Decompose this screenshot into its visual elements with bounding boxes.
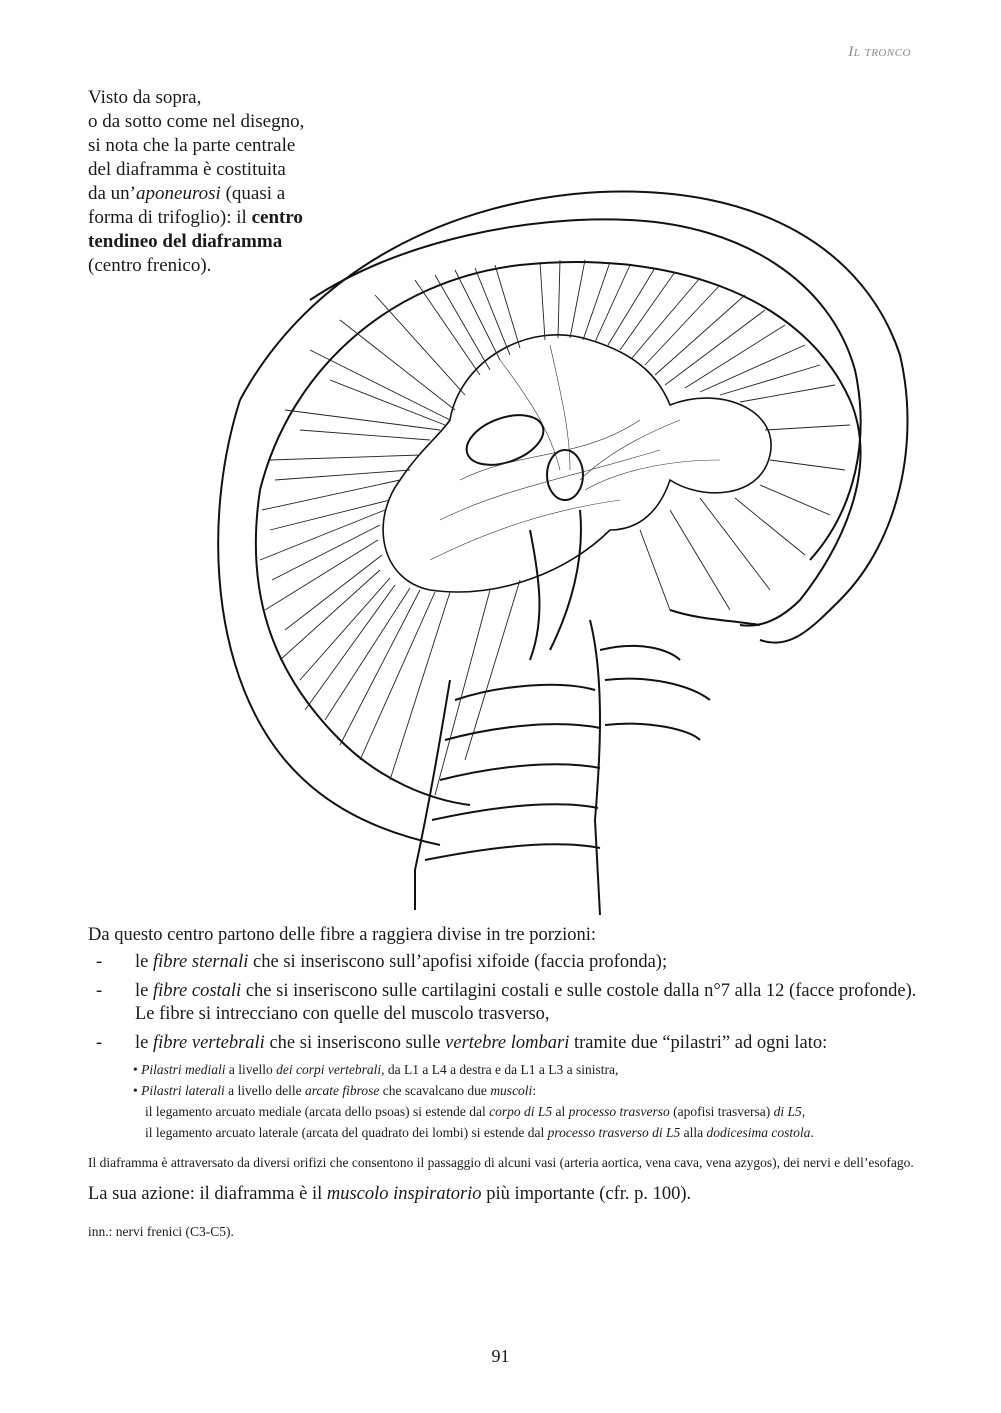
running-header: Il tronco: [848, 44, 911, 60]
intro-line: si nota che la parte centrale: [88, 135, 296, 156]
diaphragm-drawing: [200, 180, 920, 920]
sub-bullet: • Pilastri laterali a livello delle arcate fibrose che scavalcano due muscoli:: [133, 1083, 537, 1098]
intro-line: del diaframma è costituita: [88, 159, 286, 180]
diaphragm-illustration: [200, 180, 920, 920]
fiber-list: [88, 951, 918, 1055]
ligament-line: il legamento arcuato mediale (arcata dello psoas) si estende dal corpo di L5 al processo trasverso (apofisi trasversa) di L5,: [145, 1104, 806, 1119]
ligament-line: il legamento arcuato laterale (arcata del quadrato dei lombi) si estende dal processo trasverso di L5 alla dodicesima costola.: [145, 1125, 814, 1140]
intro-line: da un’aponeurosi (quasi a: [88, 183, 286, 204]
list-item: - le fibre sternali che si inseriscono sull’apofisi xifoide (faccia profonda);: [88, 951, 918, 974]
intro-line: Visto da sopra,: [88, 87, 202, 108]
innervation-note: inn.: nervi frenici (C3-C5).: [88, 1224, 234, 1239]
intro-line: tendineo del diaframma: [88, 231, 283, 252]
orifices-paragraph: Il diaframma è attraversato da diversi orifizi che consentono il passaggio di alcuni vasi (arteria aortica, vena cava, vena azygos), dei nervi e dell’esofago.: [88, 1155, 914, 1170]
lead-sentence: Da questo centro partono delle fibre a raggiera divise in tre porzioni:: [88, 925, 597, 945]
intro-line: o da sotto come nel disegno,: [88, 111, 305, 132]
sub-bullet: • Pilastri mediali a livello dei corpi vertebrali, da L1 a L4 a destra e da L1 a L3 a sinistra,: [133, 1062, 619, 1077]
list-item: - le fibre vertebrali che si inseriscono sulle vertebre lombari tramite due “pilastri” ad ogni lato:: [88, 1032, 918, 1055]
pillars-sublist: [133, 1059, 918, 1143]
action-sentence: La sua azione: il diaframma è il muscolo inspiratorio più importante (cfr. p. 100).: [88, 1184, 692, 1204]
intro-line: forma di trifoglio): il centro: [88, 207, 303, 228]
main-text: [88, 924, 918, 1243]
list-item: - le fibre costali che si inseriscono sulle cartilagini costali e sulle costole dalla n°7 alla 12 (facce profonde). Le fibre si intrecciano con quelle del muscolo trasverso,: [88, 980, 918, 1026]
page-number: 91: [491, 1346, 510, 1366]
intro-line: (centro frenico).: [88, 255, 212, 276]
